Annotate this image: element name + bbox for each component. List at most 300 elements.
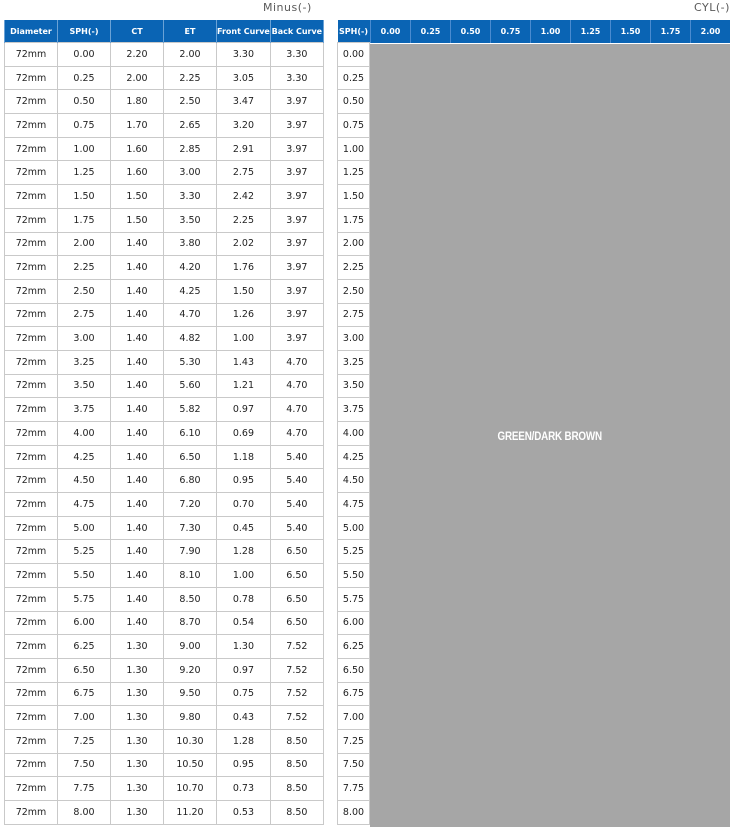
table-row <box>5 256 324 280</box>
cell-back-curve: 3.97 <box>270 90 323 114</box>
header-ct: CT <box>111 20 164 43</box>
table-row <box>5 801 324 825</box>
cell-sph-cyl: 7.50 <box>338 753 370 777</box>
cell-ct: 1.50 <box>111 208 164 232</box>
availability-block <box>370 44 730 827</box>
minus-caption: Minus(-) <box>263 1 312 14</box>
cell-back-curve: 4.70 <box>270 398 323 422</box>
cyl-header-cell: 0.75 <box>490 20 530 43</box>
cell-sph-cyl: 5.50 <box>338 564 370 588</box>
cell-front-curve: 0.95 <box>217 753 271 777</box>
table-row <box>338 753 370 777</box>
cell-et: 7.20 <box>164 493 217 517</box>
cell-ct: 1.80 <box>111 90 164 114</box>
cell-back-curve: 4.70 <box>270 422 323 446</box>
cell-diameter: 72mm <box>5 753 58 777</box>
cell-front-curve: 3.05 <box>217 66 271 90</box>
cell-ct: 2.00 <box>111 66 164 90</box>
cell-diameter: 72mm <box>5 256 58 280</box>
cell-back-curve: 4.70 <box>270 374 323 398</box>
table-row <box>5 90 324 114</box>
cell-sph-cyl: 6.00 <box>338 611 370 635</box>
cell-front-curve: 0.43 <box>217 706 271 730</box>
cell-et: 6.10 <box>164 422 217 446</box>
cell-ct: 1.40 <box>111 398 164 422</box>
cell-ct: 1.40 <box>111 374 164 398</box>
cell-back-curve: 3.97 <box>270 256 323 280</box>
cell-sph: 1.50 <box>58 185 111 209</box>
cyl-header-cell: 0.25 <box>410 20 450 43</box>
cell-sph-cyl: 1.75 <box>338 208 370 232</box>
cell-front-curve: 1.43 <box>217 350 271 374</box>
cell-et: 2.25 <box>164 66 217 90</box>
cell-front-curve: 1.00 <box>217 327 271 351</box>
cell-back-curve: 3.97 <box>270 327 323 351</box>
table-row <box>5 350 324 374</box>
cell-front-curve: 0.45 <box>217 516 271 540</box>
cell-diameter: 72mm <box>5 635 58 659</box>
cell-back-curve: 7.52 <box>270 706 323 730</box>
cell-sph-cyl: 2.25 <box>338 256 370 280</box>
cell-diameter: 72mm <box>5 469 58 493</box>
cell-et: 2.00 <box>164 43 217 67</box>
cell-sph-cyl: 1.25 <box>338 161 370 185</box>
cell-sph: 5.50 <box>58 564 111 588</box>
cell-back-curve: 5.40 <box>270 469 323 493</box>
cell-sph-cyl: 5.75 <box>338 587 370 611</box>
cell-front-curve: 0.75 <box>217 682 271 706</box>
table-row <box>5 658 324 682</box>
cell-et: 6.50 <box>164 445 217 469</box>
table-row <box>5 469 324 493</box>
cell-sph-cyl: 7.25 <box>338 729 370 753</box>
table-row <box>338 729 370 753</box>
cyl-header-cell: 1.00 <box>530 20 570 43</box>
cell-et: 2.85 <box>164 137 217 161</box>
table-row <box>338 801 370 825</box>
table-row <box>5 374 324 398</box>
cell-et: 3.50 <box>164 208 217 232</box>
cell-front-curve: 0.97 <box>217 398 271 422</box>
cyl-caption: CYL(-) <box>694 1 730 14</box>
cell-et: 4.82 <box>164 327 217 351</box>
table-row <box>338 374 370 398</box>
cell-back-curve: 3.97 <box>270 161 323 185</box>
cell-et: 4.25 <box>164 279 217 303</box>
cell-ct: 1.60 <box>111 161 164 185</box>
cell-diameter: 72mm <box>5 66 58 90</box>
cell-sph-cyl: 7.75 <box>338 777 370 801</box>
cell-diameter: 72mm <box>5 43 58 67</box>
cell-diameter: 72mm <box>5 801 58 825</box>
table-row <box>5 540 324 564</box>
cell-back-curve: 6.50 <box>270 564 323 588</box>
cell-ct: 1.40 <box>111 232 164 256</box>
cell-sph: 0.50 <box>58 90 111 114</box>
cell-sph-cyl: 0.75 <box>338 114 370 138</box>
availability-label: GREEN/DARK BROWN <box>497 428 603 443</box>
cell-front-curve: 1.50 <box>217 279 271 303</box>
table-row <box>338 137 370 161</box>
cell-et: 3.30 <box>164 185 217 209</box>
table-row <box>338 232 370 256</box>
cell-back-curve: 3.30 <box>270 43 323 67</box>
table-row <box>338 398 370 422</box>
cell-sph: 7.50 <box>58 753 111 777</box>
table-row <box>5 66 324 90</box>
cell-ct: 1.40 <box>111 445 164 469</box>
cell-ct: 1.40 <box>111 350 164 374</box>
table-row <box>5 635 324 659</box>
cell-sph-cyl: 4.50 <box>338 469 370 493</box>
cell-et: 3.00 <box>164 161 217 185</box>
table-row <box>5 564 324 588</box>
table-row <box>338 43 370 67</box>
cell-front-curve: 1.28 <box>217 540 271 564</box>
cell-sph-cyl: 8.00 <box>338 801 370 825</box>
spec-header-row <box>5 20 324 43</box>
cell-et: 10.30 <box>164 729 217 753</box>
lens-spec-table <box>4 20 324 825</box>
cell-et: 11.20 <box>164 801 217 825</box>
cell-back-curve: 6.50 <box>270 611 323 635</box>
cell-back-curve: 5.40 <box>270 516 323 540</box>
table-row <box>338 66 370 90</box>
cell-front-curve: 0.73 <box>217 777 271 801</box>
table-row <box>338 185 370 209</box>
cell-back-curve: 6.50 <box>270 540 323 564</box>
table-row <box>5 706 324 730</box>
cell-sph: 1.75 <box>58 208 111 232</box>
table-row <box>5 777 324 801</box>
table-row <box>5 587 324 611</box>
cell-ct: 1.40 <box>111 422 164 446</box>
cell-diameter: 72mm <box>5 658 58 682</box>
cell-diameter: 72mm <box>5 706 58 730</box>
cell-front-curve: 2.75 <box>217 161 271 185</box>
cell-sph: 2.00 <box>58 232 111 256</box>
cell-sph: 2.25 <box>58 256 111 280</box>
cell-sph-cyl: 4.75 <box>338 493 370 517</box>
cell-front-curve: 1.21 <box>217 374 271 398</box>
table-row <box>5 185 324 209</box>
cell-ct: 1.50 <box>111 185 164 209</box>
cell-et: 5.82 <box>164 398 217 422</box>
cell-front-curve: 3.20 <box>217 114 271 138</box>
cell-sph: 5.75 <box>58 587 111 611</box>
cell-ct: 2.20 <box>111 43 164 67</box>
cell-sph: 7.00 <box>58 706 111 730</box>
table-row <box>5 398 324 422</box>
cell-sph: 4.50 <box>58 469 111 493</box>
cell-back-curve: 6.50 <box>270 587 323 611</box>
cell-back-curve: 3.97 <box>270 279 323 303</box>
cell-front-curve: 1.26 <box>217 303 271 327</box>
header-sph-cyl: SPH(-) <box>338 20 370 43</box>
cell-diameter: 72mm <box>5 564 58 588</box>
cell-back-curve: 8.50 <box>270 729 323 753</box>
cell-diameter: 72mm <box>5 445 58 469</box>
cell-sph-cyl: 6.25 <box>338 635 370 659</box>
table-row <box>5 208 324 232</box>
table-row <box>5 422 324 446</box>
cell-back-curve: 3.97 <box>270 114 323 138</box>
table-row <box>338 540 370 564</box>
cyl-sph-table <box>337 20 370 825</box>
cell-back-curve: 3.97 <box>270 185 323 209</box>
cell-diameter: 72mm <box>5 493 58 517</box>
cell-ct: 1.30 <box>111 729 164 753</box>
cell-front-curve: 0.97 <box>217 658 271 682</box>
cell-ct: 1.40 <box>111 303 164 327</box>
cell-front-curve: 3.47 <box>217 90 271 114</box>
cyl-header-cell: 0.50 <box>450 20 490 43</box>
cell-diameter: 72mm <box>5 398 58 422</box>
cell-sph-cyl: 5.25 <box>338 540 370 564</box>
cell-sph-cyl: 6.75 <box>338 682 370 706</box>
cell-back-curve: 3.97 <box>270 232 323 256</box>
cell-sph-cyl: 3.25 <box>338 350 370 374</box>
cyl-header-cell: 1.50 <box>610 20 650 43</box>
cell-et: 7.90 <box>164 540 217 564</box>
cell-sph-cyl: 3.50 <box>338 374 370 398</box>
table-row <box>5 682 324 706</box>
table-row <box>338 469 370 493</box>
cell-sph-cyl: 1.50 <box>338 185 370 209</box>
cell-back-curve: 5.40 <box>270 445 323 469</box>
cell-ct: 1.30 <box>111 706 164 730</box>
cell-sph: 0.00 <box>58 43 111 67</box>
cell-sph: 4.25 <box>58 445 111 469</box>
header-back-curve: Back Curve <box>270 20 323 43</box>
cell-ct: 1.40 <box>111 564 164 588</box>
cell-diameter: 72mm <box>5 422 58 446</box>
table-row <box>338 303 370 327</box>
table-row <box>338 279 370 303</box>
cell-sph: 3.75 <box>58 398 111 422</box>
cell-diameter: 72mm <box>5 729 58 753</box>
cyl-header-cell: 1.75 <box>650 20 690 43</box>
cell-diameter: 72mm <box>5 540 58 564</box>
cell-front-curve: 0.78 <box>217 587 271 611</box>
cell-front-curve: 3.30 <box>217 43 271 67</box>
cell-back-curve: 3.30 <box>270 66 323 90</box>
cell-sph-cyl: 0.25 <box>338 66 370 90</box>
cell-ct: 1.30 <box>111 658 164 682</box>
cell-sph: 5.25 <box>58 540 111 564</box>
cell-back-curve: 4.70 <box>270 350 323 374</box>
table-row <box>5 137 324 161</box>
cell-front-curve: 0.69 <box>217 422 271 446</box>
cell-diameter: 72mm <box>5 350 58 374</box>
header-diameter: Diameter <box>5 20 58 43</box>
table-row <box>338 611 370 635</box>
cell-diameter: 72mm <box>5 279 58 303</box>
cell-ct: 1.30 <box>111 801 164 825</box>
cell-ct: 1.40 <box>111 587 164 611</box>
cell-diameter: 72mm <box>5 682 58 706</box>
table-row <box>5 493 324 517</box>
cell-sph-cyl: 5.00 <box>338 516 370 540</box>
cell-sph: 2.75 <box>58 303 111 327</box>
cyl-header-cell: 2.00 <box>690 20 730 43</box>
cell-sph-cyl: 0.00 <box>338 43 370 67</box>
table-row <box>338 208 370 232</box>
table-row <box>5 753 324 777</box>
cell-ct: 1.30 <box>111 635 164 659</box>
cell-sph: 0.75 <box>58 114 111 138</box>
cell-et: 8.50 <box>164 587 217 611</box>
cell-sph-cyl: 4.25 <box>338 445 370 469</box>
header-sph: SPH(-) <box>58 20 111 43</box>
cell-sph: 1.00 <box>58 137 111 161</box>
table-row <box>338 256 370 280</box>
cell-et: 5.30 <box>164 350 217 374</box>
cell-sph-cyl: 1.00 <box>338 137 370 161</box>
cell-sph: 7.75 <box>58 777 111 801</box>
cell-sph-cyl: 0.50 <box>338 90 370 114</box>
cell-front-curve: 1.28 <box>217 729 271 753</box>
cell-diameter: 72mm <box>5 374 58 398</box>
cell-sph: 6.75 <box>58 682 111 706</box>
table-row <box>338 327 370 351</box>
cell-et: 2.65 <box>164 114 217 138</box>
cell-et: 6.80 <box>164 469 217 493</box>
table-row <box>5 445 324 469</box>
cell-ct: 1.40 <box>111 469 164 493</box>
table-row <box>5 729 324 753</box>
cell-ct: 1.40 <box>111 327 164 351</box>
cell-sph: 2.50 <box>58 279 111 303</box>
cell-et: 9.00 <box>164 635 217 659</box>
cell-sph: 3.25 <box>58 350 111 374</box>
table-row <box>338 706 370 730</box>
table-row <box>5 611 324 635</box>
cell-et: 8.70 <box>164 611 217 635</box>
cell-et: 7.30 <box>164 516 217 540</box>
cyl-sph-body <box>338 43 370 825</box>
spec-table-body <box>5 43 324 825</box>
cyl-header-cell: 1.25 <box>570 20 610 43</box>
cell-et: 3.80 <box>164 232 217 256</box>
cell-et: 8.10 <box>164 564 217 588</box>
cell-front-curve: 2.02 <box>217 232 271 256</box>
table-row <box>5 43 324 67</box>
table-row <box>338 493 370 517</box>
cell-ct: 1.40 <box>111 256 164 280</box>
table-row <box>5 161 324 185</box>
cell-front-curve: 0.53 <box>217 801 271 825</box>
table-row <box>5 279 324 303</box>
cell-et: 10.50 <box>164 753 217 777</box>
cell-sph: 7.25 <box>58 729 111 753</box>
cell-ct: 1.60 <box>111 137 164 161</box>
cell-ct: 1.30 <box>111 753 164 777</box>
cell-back-curve: 3.97 <box>270 137 323 161</box>
header-front-curve: Front Curve <box>217 20 271 43</box>
table-row <box>338 658 370 682</box>
cell-front-curve: 0.95 <box>217 469 271 493</box>
cell-front-curve: 1.00 <box>217 564 271 588</box>
cell-front-curve: 0.70 <box>217 493 271 517</box>
cell-sph: 6.00 <box>58 611 111 635</box>
cell-diameter: 72mm <box>5 232 58 256</box>
table-row <box>5 303 324 327</box>
cell-front-curve: 0.54 <box>217 611 271 635</box>
cell-front-curve: 1.76 <box>217 256 271 280</box>
cell-sph-cyl: 2.50 <box>338 279 370 303</box>
cell-diameter: 72mm <box>5 90 58 114</box>
cell-ct: 1.40 <box>111 279 164 303</box>
cell-front-curve: 1.30 <box>217 635 271 659</box>
table-row <box>338 90 370 114</box>
table-row <box>5 327 324 351</box>
cell-diameter: 72mm <box>5 611 58 635</box>
table-row <box>338 114 370 138</box>
table-row <box>338 422 370 446</box>
cell-back-curve: 7.52 <box>270 658 323 682</box>
cell-sph: 4.75 <box>58 493 111 517</box>
cell-back-curve: 7.52 <box>270 682 323 706</box>
table-row <box>338 161 370 185</box>
header-et: ET <box>164 20 217 43</box>
cell-ct: 1.30 <box>111 682 164 706</box>
cell-sph-cyl: 3.00 <box>338 327 370 351</box>
cell-back-curve: 8.50 <box>270 801 323 825</box>
cell-diameter: 72mm <box>5 327 58 351</box>
cell-diameter: 72mm <box>5 516 58 540</box>
cell-back-curve: 8.50 <box>270 753 323 777</box>
cell-sph: 1.25 <box>58 161 111 185</box>
cell-sph: 3.50 <box>58 374 111 398</box>
cell-diameter: 72mm <box>5 185 58 209</box>
cell-diameter: 72mm <box>5 587 58 611</box>
table-row <box>338 445 370 469</box>
cell-sph-cyl: 6.50 <box>338 658 370 682</box>
cell-diameter: 72mm <box>5 303 58 327</box>
cyl-header-cell: 0.00 <box>370 20 410 43</box>
cell-sph: 4.00 <box>58 422 111 446</box>
cell-diameter: 72mm <box>5 114 58 138</box>
table-row <box>338 587 370 611</box>
cell-front-curve: 2.42 <box>217 185 271 209</box>
cell-ct: 1.70 <box>111 114 164 138</box>
cell-ct: 1.40 <box>111 516 164 540</box>
cyl-header-row <box>370 20 730 43</box>
cell-sph-cyl: 4.00 <box>338 422 370 446</box>
table-row <box>338 350 370 374</box>
cell-front-curve: 2.25 <box>217 208 271 232</box>
table-row <box>5 516 324 540</box>
cell-diameter: 72mm <box>5 777 58 801</box>
cyl-sph-header-row <box>338 20 370 43</box>
cell-sph-cyl: 2.75 <box>338 303 370 327</box>
table-row <box>338 516 370 540</box>
cell-back-curve: 3.97 <box>270 208 323 232</box>
cell-ct: 1.30 <box>111 777 164 801</box>
cell-sph-cyl: 2.00 <box>338 232 370 256</box>
cell-sph: 6.25 <box>58 635 111 659</box>
cell-diameter: 72mm <box>5 137 58 161</box>
table-row <box>338 635 370 659</box>
cell-et: 9.50 <box>164 682 217 706</box>
cell-front-curve: 1.18 <box>217 445 271 469</box>
cell-diameter: 72mm <box>5 208 58 232</box>
cell-et: 10.70 <box>164 777 217 801</box>
cell-sph: 3.00 <box>58 327 111 351</box>
cell-ct: 1.40 <box>111 611 164 635</box>
cell-back-curve: 5.40 <box>270 493 323 517</box>
